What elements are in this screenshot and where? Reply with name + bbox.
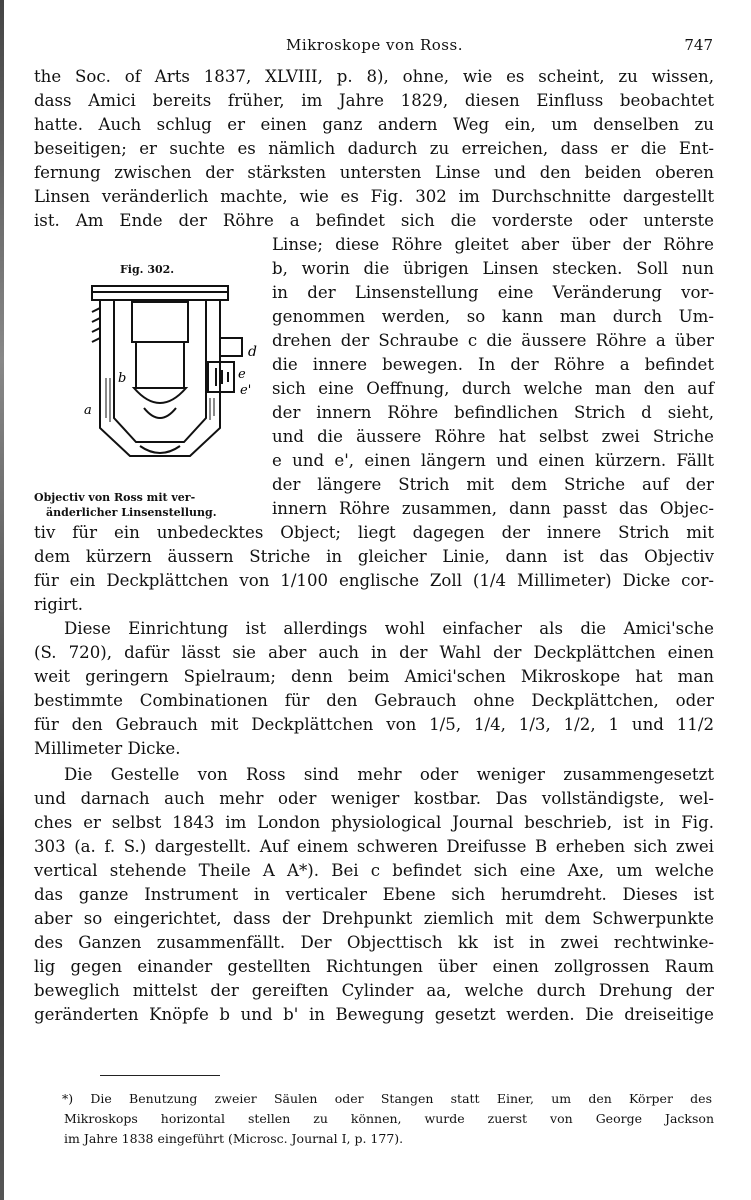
text-line: beweglich mittelst der gereiften Cylinder aa, welche durch Drehung der [34,981,714,1000]
text-line: und die äussere Röhre hat selbst zwei Striche [272,427,714,446]
figure-caption [34,490,266,520]
text-line: Linsen veränderlich machte, wie es Fig. 302 im Durchschnitte dargestellt [34,187,714,206]
caption-line: änderlicher Linsenstellung. [46,506,217,519]
figure-label: Fig. 302. [120,263,175,276]
text-line: das ganze Instrument in verticaler Ebene sich herumdreht. Dieses ist [34,885,714,904]
text-line: b, worin die übrigen Linsen stecken. Soll nun [272,259,714,278]
figure-letter-a: a [84,403,92,418]
figure-letter-e: e [238,367,246,382]
text-line: für ein Deckplättchen von 1/100 englische Zoll (1/4 Millimeter) Dicke cor- [34,571,714,590]
text-line: ches er selbst 1843 im London physiological Journal beschrieb, ist in Fig. [34,813,714,832]
text-line: Linse; diese Röhre gleitet aber über der Röhre [272,235,714,254]
footnote-line: *) Die Benutzung zweier Säulen oder Stangen statt Einer, um den Körper des [62,1091,712,1106]
text-line: e und e', einen längern und einen kürzern. Fällt [272,451,714,470]
text-line: tiv für ein unbedecktes Object; liegt dagegen der innere Strich mit [34,523,714,542]
text-line: beseitigen; er suchte es nämlich dadurch zu erreichen, dass er die Ent- [34,139,714,158]
text-line: genommen werden, so kann man durch Um- [272,307,714,326]
text-line: bestimmte Combinationen für den Gebrauch ohne Deckplättchen, oder [34,691,714,710]
text-line: ist. Am Ende der Röhre a befindet sich die vorderste oder unterste [34,211,714,230]
footnote-line: im Jahre 1838 eingeführt (Microsc. Journal I, p. 177). [64,1131,404,1146]
text-line: (S. 720), dafür lässt sie aber auch in der Wahl der Deckplättchen einen [34,643,714,662]
text-line: 303 (a. f. S.) dargestellt. Auf einem schweren Dreifusse B erheben sich zwei [34,837,714,856]
text-line: weit geringern Spielraum; denn beim Amici'schen Mikroskope hat man [34,667,714,686]
text-line: Diese Einrichtung ist allerdings wohl einfacher als die Amici'sche [64,619,714,638]
caption-line: Objectiv von Ross mit ver- [34,491,196,504]
figure-letter-e-prime: e' [240,383,252,398]
text-line: die innere bewegen. In der Röhre a befindet [272,355,714,374]
text-line: dem kürzern äussern Striche in gleicher Linie, dann ist das Objectiv [34,547,714,566]
footnote-line: Mikroskops horizontal stellen zu können, wurde zuerst von George Jackson [64,1111,714,1126]
figure-letter-b: b [118,371,127,386]
text-line: lig gegen einander gestellten Richtungen über einen zollgrossen Raum [34,957,714,976]
text-line: drehen der Schraube c die äussere Röhre a über [272,331,714,350]
text-line: innern Röhre zusammen, dann passt das Objec- [272,499,714,518]
text-line: und darnach auch mehr oder weniger kostbar. Das vollständigste, wel- [34,789,714,808]
text-line: Die Gestelle von Ross sind mehr oder weniger zusammengesetzt [64,765,714,784]
objective-lens-figure [70,278,270,468]
footnote-rule [100,1075,220,1076]
text-line: vertical stehende Theile A A*). Bei c befindet sich eine Axe, um welche [34,861,714,880]
text-line: sich eine Oeffnung, durch welche man den auf [272,379,714,398]
running-title: Mikroskope von Ross. [286,36,463,54]
text-line: the Soc. of Arts 1837, XLVIII, p. 8), ohne, wie es scheint, zu wissen, [34,67,714,86]
text-line: der innern Röhre befindlichen Strich d sieht, [272,403,714,422]
text-line: Millimeter Dicke. [34,739,181,758]
text-line: in der Linsenstellung eine Veränderung vor- [272,283,714,302]
text-line: für den Gebrauch mit Deckplättchen von 1/5, 1/4, 1/3, 1/2, 1 und 11/2 [34,715,714,734]
figure-letter-d: d [248,344,257,360]
text-line: des Ganzen zusammenfällt. Der Objecttisch kk ist in zwei rechtwinke- [34,933,714,952]
text-line: geränderten Knöpfe b und b' in Bewegung gesetzt werden. Die dreiseitige [34,1005,714,1024]
text-line: rigirt. [34,595,84,614]
text-line: hatte. Auch schlug er einen ganz andern Weg ein, um denselben zu [34,115,714,134]
page-number: 747 [684,36,713,54]
text-line: dass Amici bereits früher, im Jahre 1829, diesen Einfluss beobachtet [34,91,714,110]
text-line: der längere Strich mit dem Striche auf der [272,475,714,494]
text-line: fernung zwischen der stärksten untersten Linse und den beiden oberen [34,163,714,182]
page-edge-shadow [0,0,4,1200]
page-header [36,36,713,60]
text-line: aber so eingerichtet, dass der Drehpunkt ziemlich mit dem Schwerpunkte [34,909,714,928]
